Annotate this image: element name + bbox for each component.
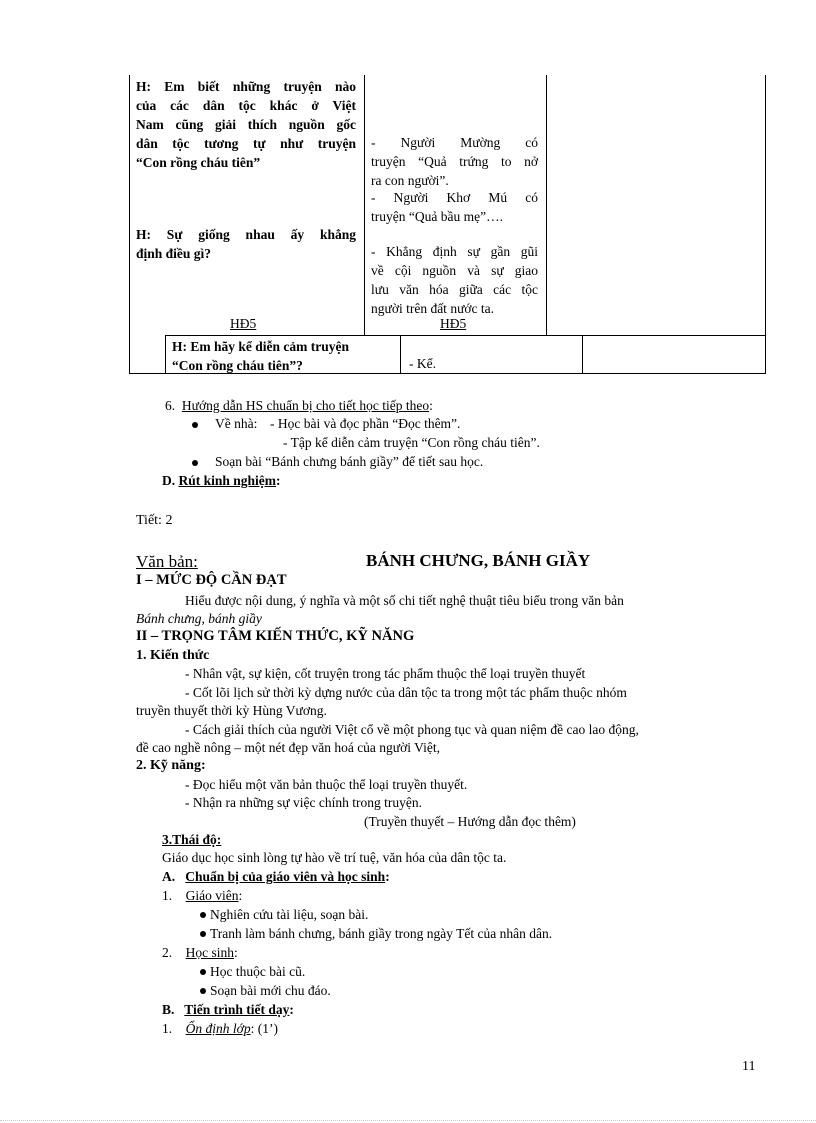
page-divider	[0, 1120, 816, 1121]
teacher-label: Giáo viên	[185, 888, 239, 903]
teacher-heading	[162, 888, 242, 904]
text-line: ra con người”.	[371, 173, 449, 188]
table-border	[165, 335, 766, 336]
text-line: Nam cũng giải thích nguồn gốc	[136, 117, 356, 132]
experience-colon: :	[276, 473, 281, 488]
guide-home-task2: - Tập kể diễn cảm truyện “Con rồng cháu tiên”.	[283, 435, 540, 450]
knowledge-item: - Nhân vật, sự kiện, cốt truyện trong tác phẩm thuộc thể loại truyền thuyết	[185, 666, 586, 681]
bullet-icon	[200, 969, 206, 975]
student-heading	[162, 945, 238, 961]
text-line: định điều gì?	[136, 246, 212, 261]
text-line: “Con rồng cháu tiên”	[136, 155, 261, 170]
student-colon: :	[234, 945, 238, 960]
step-rest: : (1’)	[250, 1021, 278, 1036]
skills-heading: 2. Kỹ năng:	[136, 758, 206, 773]
guide-colon: :	[429, 398, 433, 413]
skill-note: (Truyền thuyết – Hướng dẫn đọc thêm)	[364, 814, 576, 829]
text-line: người trên đất nước ta.	[371, 301, 495, 316]
teacher-task: Tranh làm bánh chưng, bánh giầy trong ngày Tết của nhân dân.	[210, 926, 553, 941]
guide-prepare: Soạn bài “Bánh chưng bánh giầy” để tiết sau học.	[215, 454, 484, 469]
table-border	[400, 335, 401, 374]
guide-home-task1: - Học bài và đọc phần “Đọc thêm”.	[270, 416, 461, 431]
prep-heading	[162, 869, 390, 885]
experience-label: D.	[162, 473, 179, 488]
guide-home-label: Về nhà:	[215, 416, 258, 431]
skill-item: - Nhận ra những sự việc chính trong truyện.	[185, 795, 422, 810]
text-line: - Người Khơ Mú có	[371, 190, 538, 205]
section2-heading: II – TRỌNG TÂM KIẾN THỨC, KỸ NĂNG	[136, 628, 415, 644]
bullet-icon	[200, 912, 206, 918]
text-line: - Người Mường có	[371, 135, 538, 150]
experience-heading	[162, 473, 281, 489]
experience-title: Rút kinh nghiệm	[178, 473, 277, 488]
table-answer-khomu	[371, 188, 538, 226]
attitude-text: Giáo dục học sinh lòng tự hào về trí tuệ, văn hóa của dân tộc ta.	[162, 850, 507, 865]
bullet-icon	[192, 422, 198, 428]
knowledge-item: đề cao nghề nông – một nét đẹp văn hoá của người Việt,	[136, 740, 440, 755]
lesson-period: Tiết: 2	[136, 513, 173, 528]
text-line: dân tộc tương tự như truyện	[136, 136, 356, 151]
table-answer-conclusion	[371, 242, 538, 318]
lesson-title: BÁNH CHƯNG, BÁNH GIẦY	[366, 551, 591, 570]
guide-heading	[165, 398, 433, 414]
process-heading	[162, 1002, 294, 1018]
table-question-retell	[172, 337, 394, 375]
process-colon: :	[289, 1002, 294, 1017]
prep-colon: :	[385, 869, 390, 884]
student-number: 2.	[162, 945, 173, 960]
text-line: lưu văn hóa giữa các tộc	[371, 282, 538, 297]
table-border	[765, 75, 766, 374]
step-number: 1.	[162, 1021, 173, 1036]
text-line: của các dân tộc khác ở Việt	[136, 98, 356, 113]
table-border	[129, 75, 130, 374]
table-answer-muong	[371, 133, 538, 190]
table-border	[165, 335, 166, 374]
student-task: Soạn bài mới chu đáo.	[210, 983, 331, 998]
student-label: Học sinh	[185, 945, 234, 960]
text-line: về cội nguồn và sự giao	[371, 263, 538, 278]
teacher-task: Nghiên cứu tài liệu, soạn bài.	[210, 907, 369, 922]
prep-title: Chuẩn bị của giáo viên và học sinh	[185, 869, 386, 884]
table-question-similarity	[136, 225, 356, 263]
process-step	[162, 1021, 278, 1037]
text-line: - Khẳng định sự gần gũi	[371, 244, 538, 259]
bullet-icon	[200, 988, 206, 994]
guide-title: Hướng dẫn HS chuẩn bị cho tiết học tiếp theo	[181, 398, 430, 413]
bullet-icon	[200, 931, 206, 937]
text-line: truyện “Quả bầu mẹ”….	[371, 209, 503, 224]
table-border	[546, 75, 547, 335]
text-line: H: Em biết những truyện nào	[136, 79, 356, 94]
text-line: “Con rồng cháu tiên”?	[172, 358, 303, 373]
process-title: Tiến trình tiết dạy	[184, 1002, 290, 1017]
lesson-text-label: Văn bản:	[136, 552, 198, 571]
knowledge-heading: 1. Kiến thức	[136, 648, 210, 663]
knowledge-item: truyền thuyết thời kỳ Hùng Vương.	[136, 703, 327, 718]
section1-heading: I – MỨC ĐỘ CẦN ĐẠT	[136, 572, 287, 588]
process-label: B.	[162, 1002, 175, 1017]
text-line: H: Sự giống nhau ấy khẳng	[136, 227, 356, 242]
knowledge-item: - Cốt lõi lịch sử thời kỳ dựng nước của dân tộc ta trong một tác phẩm thuộc nhóm	[185, 685, 627, 700]
guide-number: 6.	[165, 398, 176, 413]
section1-line1: Hiểu được nội dung, ý nghĩa và một số chi tiết nghệ thuật tiêu biểu trong văn bản	[185, 593, 624, 608]
table-question-origin	[136, 77, 356, 172]
student-task: Học thuộc bài cũ.	[210, 964, 306, 979]
attitude-heading: 3.Thái độ:	[162, 832, 222, 847]
page-number: 11	[742, 1059, 756, 1074]
section1-line2: Bánh chưng, bánh giầy	[136, 611, 262, 626]
bullet-icon	[192, 460, 198, 466]
teacher-number: 1.	[162, 888, 173, 903]
knowledge-item: - Cách giải thích của người Việt cổ về một phong tục và quan niệm đề cao lao động,	[185, 722, 639, 737]
table-border	[364, 75, 365, 335]
text-line: truyện “Quả trứng to nở	[371, 154, 538, 169]
prep-label: A.	[162, 869, 176, 884]
table-answer-retell: - Kể.	[409, 356, 436, 371]
activity-label: HĐ5	[230, 316, 257, 331]
table-border	[582, 335, 583, 374]
teacher-colon: :	[238, 888, 243, 903]
text-line: H: Em hãy kể diễn cảm truyện	[172, 339, 349, 354]
step-label: Ổn định lớp	[185, 1021, 251, 1036]
activity-label: HĐ5	[440, 316, 467, 331]
skill-item: - Đọc hiểu một văn bản thuộc thể loại truyền thuyết.	[185, 777, 468, 792]
